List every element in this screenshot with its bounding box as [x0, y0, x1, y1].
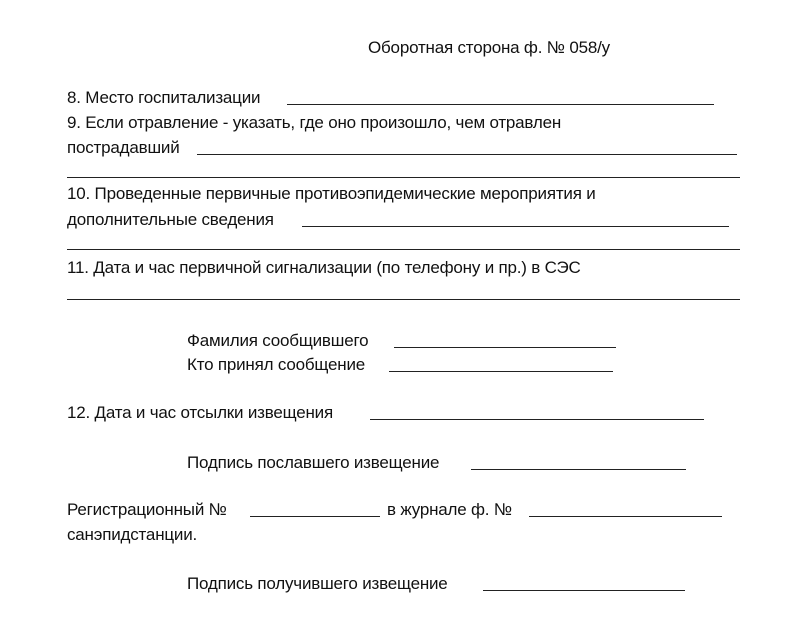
registration-no-label: Регистрационный № — [67, 500, 227, 519]
receiver-signature-label: Подпись получившего извещение — [187, 574, 448, 593]
registration-no-field[interactable] — [250, 516, 380, 517]
reporter-surname-field[interactable] — [394, 347, 616, 348]
received-by-label: Кто принял сообщение — [187, 355, 365, 374]
item-9-label-cont: пострадавший — [67, 138, 180, 157]
journal-form-field[interactable] — [529, 516, 722, 517]
item-10-field-extra[interactable] — [67, 249, 740, 250]
item-11-label: 11. Дата и час первичной сигнализации (по телефону и пр.) в СЭС — [67, 258, 581, 277]
item-8-label: 8. Место госпитализации — [67, 88, 261, 107]
item-10-label: 10. Проведенные первичные противоэпидемические мероприятия и — [67, 184, 596, 203]
receiver-signature-field[interactable] — [483, 590, 685, 591]
item-10-label-cont: дополнительные сведения — [67, 210, 274, 229]
station-label: санэпидстанции. — [67, 525, 198, 544]
sender-signature-label: Подпись пославшего извещение — [187, 453, 440, 472]
item-9-label: 9. Если отравление - указать, где оно произошло, чем отравлен — [67, 113, 562, 132]
journal-form-label: в журнале ф. № — [387, 500, 512, 519]
item-9-field-extra[interactable] — [67, 177, 740, 178]
item-8-field[interactable] — [287, 104, 714, 105]
item-12-label: 12. Дата и час отсылки извещения — [67, 403, 333, 422]
form-title: Оборотная сторона ф. № 058/у — [368, 38, 610, 57]
reporter-surname-label: Фамилия сообщившего — [187, 331, 369, 350]
item-10-field[interactable] — [302, 226, 729, 227]
item-11-field[interactable] — [67, 299, 740, 300]
received-by-field[interactable] — [389, 371, 613, 372]
item-12-field[interactable] — [370, 419, 704, 420]
item-9-field[interactable] — [197, 154, 737, 155]
sender-signature-field[interactable] — [471, 469, 686, 470]
